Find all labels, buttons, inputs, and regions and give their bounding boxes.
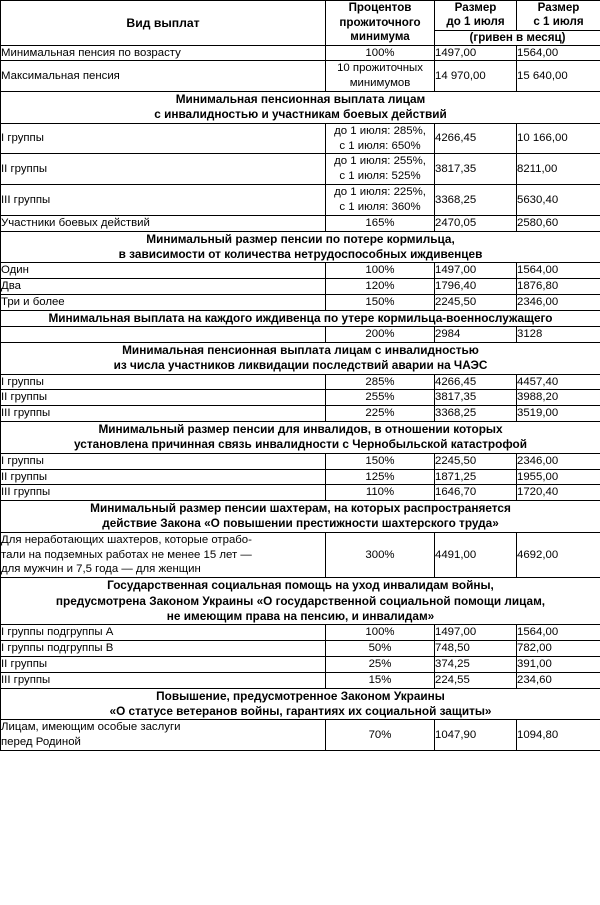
cell-amount-before-july: 374,25 <box>435 656 517 672</box>
cell-amount-before-july: 1796,40 <box>435 279 517 295</box>
table-row <box>1 215 600 231</box>
cell-amount-from-july: 2346,00 <box>517 453 600 469</box>
cell-percent-of-minimum: 150% <box>326 453 435 469</box>
cell-amount-from-july: 782,00 <box>517 641 600 657</box>
section-header-row <box>1 578 600 625</box>
header-cell-amount-from-july: Размер с 1 июля <box>517 1 600 31</box>
section-header-row <box>1 342 600 374</box>
table-header-group <box>1 1 600 46</box>
cell-amount-from-july: 1876,80 <box>517 279 600 295</box>
cell-amount-from-july: 234,60 <box>517 672 600 688</box>
cell-amount-before-july: 1497,00 <box>435 625 517 641</box>
cell-payment-type: III группы <box>1 672 326 688</box>
cell-amount-before-july: 2245,50 <box>435 453 517 469</box>
cell-payment-type <box>1 327 326 343</box>
cell-amount-from-july: 8211,00 <box>517 154 600 185</box>
cell-amount-before-july: 4491,00 <box>435 532 517 577</box>
cell-payment-type: I группы <box>1 374 326 390</box>
cell-amount-from-july: 5630,40 <box>517 185 600 216</box>
cell-amount-from-july: 4457,40 <box>517 374 600 390</box>
table-row <box>1 641 600 657</box>
cell-payment-type: I группы подгруппы А <box>1 625 326 641</box>
cell-payment-type: III группы <box>1 406 326 422</box>
cell-payment-type: Участники боевых действий <box>1 215 326 231</box>
cell-amount-from-july: 2346,00 <box>517 294 600 310</box>
section-header-row <box>1 92 600 124</box>
table-row <box>1 185 600 216</box>
header-cell-percent-of-minimum: Процентов прожиточного минимума <box>326 1 435 46</box>
cell-amount-before-july: 2245,50 <box>435 294 517 310</box>
cell-percent-of-minimum: 165% <box>326 215 435 231</box>
section-title: Минимальная пенсионная выплата лицам с инвалидностью и участникам боевых действий <box>1 92 600 124</box>
table-row <box>1 625 600 641</box>
cell-payment-type: I группы подгруппы В <box>1 641 326 657</box>
cell-amount-before-july: 2470,05 <box>435 215 517 231</box>
cell-amount-from-july: 391,00 <box>517 656 600 672</box>
cell-percent-of-minimum: до 1 июля: 225%, с 1 июля: 360% <box>326 185 435 216</box>
cell-amount-before-july: 1497,00 <box>435 263 517 279</box>
cell-amount-before-july: 3368,25 <box>435 185 517 216</box>
cell-payment-type: II группы <box>1 469 326 485</box>
cell-payment-type: Минимальная пенсия по возрасту <box>1 45 326 61</box>
cell-amount-from-july: 15 640,00 <box>517 61 600 92</box>
cell-payment-type: Один <box>1 263 326 279</box>
section-header-row <box>1 231 600 263</box>
cell-amount-before-july: 748,50 <box>435 641 517 657</box>
cell-payment-type: Три и более <box>1 294 326 310</box>
cell-payment-type: II группы <box>1 154 326 185</box>
cell-percent-of-minimum: 300% <box>326 532 435 577</box>
cell-amount-before-july: 14 970,00 <box>435 61 517 92</box>
cell-amount-from-july: 10 166,00 <box>517 123 600 154</box>
section-title: Минимальный размер пенсии для инвалидов, в отношении которых установлена причинная связь инвалидности с Чернобыльской катастрофой <box>1 422 600 454</box>
cell-amount-from-july: 1564,00 <box>517 45 600 61</box>
cell-amount-from-july: 2580,60 <box>517 215 600 231</box>
cell-amount-from-july: 1564,00 <box>517 625 600 641</box>
section-header-row <box>1 422 600 454</box>
table-row <box>1 294 600 310</box>
table-row <box>1 469 600 485</box>
cell-amount-before-july: 3368,25 <box>435 406 517 422</box>
cell-percent-of-minimum: 255% <box>326 390 435 406</box>
cell-percent-of-minimum: 70% <box>326 720 435 751</box>
cell-percent-of-minimum: 15% <box>326 672 435 688</box>
section-title: Государственная социальная помощь на уход инвалидам войны, предусмотрена Законом Украины «О государственной социальной помощи лицам, не имеющим права на пенсию, и инвалидам» <box>1 578 600 625</box>
table-row <box>1 61 600 92</box>
table-row <box>1 263 600 279</box>
cell-payment-type: I группы <box>1 123 326 154</box>
table-row <box>1 390 600 406</box>
cell-payment-type: Лицам, имеющим особые заслуги перед Родиной <box>1 720 326 751</box>
cell-amount-from-july: 3128 <box>517 327 600 343</box>
table-row <box>1 485 600 501</box>
cell-percent-of-minimum: 10 прожиточных минимумов <box>326 61 435 92</box>
cell-amount-before-july: 3817,35 <box>435 154 517 185</box>
table-row <box>1 154 600 185</box>
cell-amount-from-july: 3519,00 <box>517 406 600 422</box>
cell-payment-type: II группы <box>1 390 326 406</box>
cell-percent-of-minimum: 120% <box>326 279 435 295</box>
header-cell-payment-type: Вид выплат <box>1 1 326 46</box>
cell-percent-of-minimum: 125% <box>326 469 435 485</box>
table-row <box>1 123 600 154</box>
cell-percent-of-minimum: 225% <box>326 406 435 422</box>
cell-percent-of-minimum: до 1 июля: 255%, с 1 июля: 525% <box>326 154 435 185</box>
cell-payment-type: I группы <box>1 453 326 469</box>
table-row <box>1 374 600 390</box>
section-title: Минимальный размер пенсии шахтерам, на которых распространяется действие Закона «О повышении престижности шахтерского труда» <box>1 501 600 533</box>
cell-payment-type: Для неработающих шахтеров, которые отрабо- тали на подземных работах не менее 15 лет — для мужчин и 7,5 года — для женщин <box>1 532 326 577</box>
table-row <box>1 327 600 343</box>
cell-amount-from-july: 1720,40 <box>517 485 600 501</box>
cell-percent-of-minimum: 100% <box>326 263 435 279</box>
table-row <box>1 279 600 295</box>
cell-amount-before-july: 1047,90 <box>435 720 517 751</box>
cell-amount-before-july: 4266,45 <box>435 123 517 154</box>
section-title: Повышение, предусмотренное Законом Украины «О статусе ветеранов войны, гарантиях их социальной защиты» <box>1 688 600 720</box>
table-header-row <box>1 1 600 31</box>
cell-percent-of-minimum: 25% <box>326 656 435 672</box>
cell-percent-of-minimum: 50% <box>326 641 435 657</box>
cell-percent-of-minimum: до 1 июля: 285%, с 1 июля: 650% <box>326 123 435 154</box>
cell-amount-from-july: 4692,00 <box>517 532 600 577</box>
header-cell-currency-note: (гривен в месяц) <box>435 30 600 45</box>
cell-percent-of-minimum: 100% <box>326 625 435 641</box>
header-cell-amount-before-july: Размер до 1 июля <box>435 1 517 31</box>
cell-amount-from-july: 1955,00 <box>517 469 600 485</box>
cell-payment-type: Максимальная пенсия <box>1 61 326 92</box>
table-row <box>1 672 600 688</box>
section-title: Минимальная выплата на каждого иждивенца по утере кормильца-военнослужащего <box>1 310 600 326</box>
table-row <box>1 532 600 577</box>
cell-amount-before-july: 2984 <box>435 327 517 343</box>
table-row <box>1 453 600 469</box>
cell-amount-from-july: 3988,20 <box>517 390 600 406</box>
table-row <box>1 45 600 61</box>
cell-amount-before-july: 4266,45 <box>435 374 517 390</box>
cell-payment-type: II группы <box>1 656 326 672</box>
cell-payment-type: III группы <box>1 485 326 501</box>
cell-amount-before-july: 1497,00 <box>435 45 517 61</box>
cell-amount-before-july: 1646,70 <box>435 485 517 501</box>
section-title: Минимальная пенсионная выплата лицам с инвалидностью из числа участников ликвидации последствий аварии на ЧАЭС <box>1 342 600 374</box>
section-header-row <box>1 501 600 533</box>
section-header-row <box>1 310 600 326</box>
table-row <box>1 656 600 672</box>
cell-percent-of-minimum: 285% <box>326 374 435 390</box>
cell-amount-before-july: 224,55 <box>435 672 517 688</box>
cell-percent-of-minimum: 110% <box>326 485 435 501</box>
cell-amount-before-july: 1871,25 <box>435 469 517 485</box>
cell-amount-from-july: 1564,00 <box>517 263 600 279</box>
table-body <box>1 45 600 750</box>
cell-payment-type: Два <box>1 279 326 295</box>
table-row <box>1 406 600 422</box>
cell-amount-from-july: 1094,80 <box>517 720 600 751</box>
section-title: Минимальный размер пенсии по потере кормильца, в зависимости от количества нетрудоспособных иждивенцев <box>1 231 600 263</box>
table-row <box>1 720 600 751</box>
section-header-row <box>1 688 600 720</box>
cell-percent-of-minimum: 100% <box>326 45 435 61</box>
cell-amount-before-july: 3817,35 <box>435 390 517 406</box>
cell-payment-type: III группы <box>1 185 326 216</box>
cell-percent-of-minimum: 200% <box>326 327 435 343</box>
cell-percent-of-minimum: 150% <box>326 294 435 310</box>
